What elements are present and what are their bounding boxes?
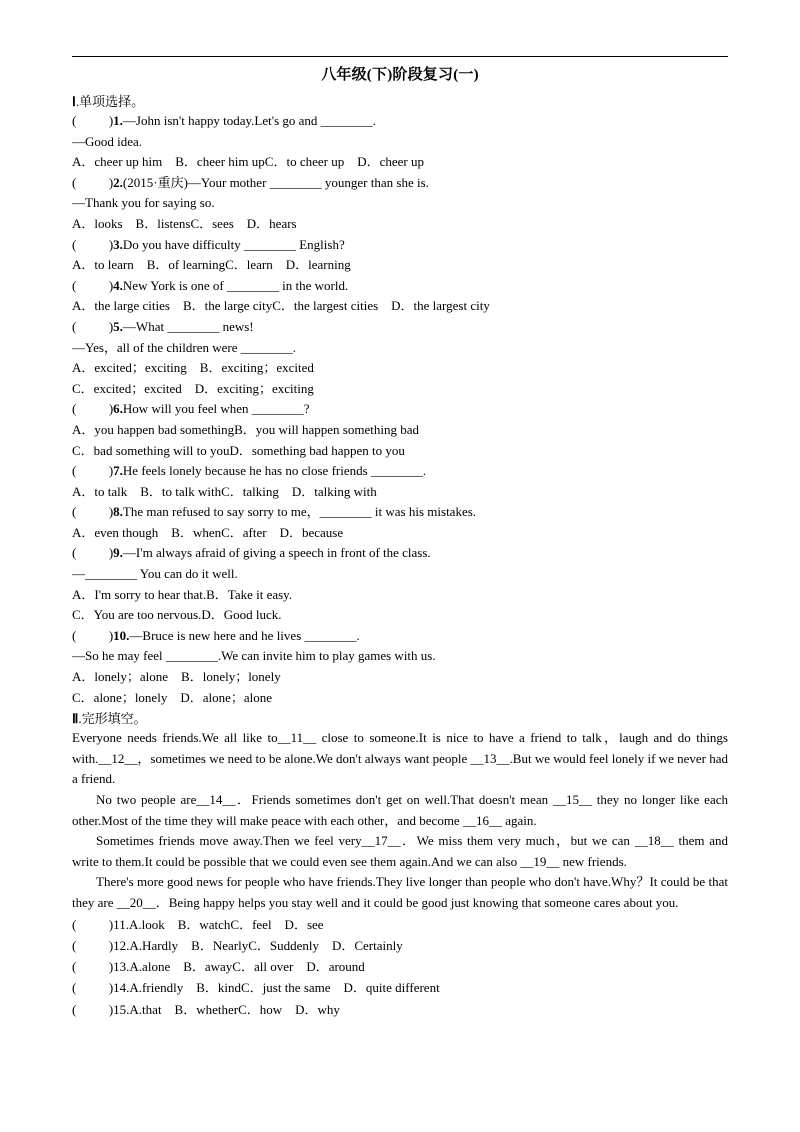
question-stem-line2: —So he may feel ________.We can invite him to play games with us. <box>72 648 436 664</box>
cloze-option-text[interactable]: 13.A.alone B．awayC．all over D．around <box>113 959 365 975</box>
document-content <box>72 56 728 1020</box>
cloze-option-row <box>72 935 728 956</box>
question-stem-line2: —Good idea. <box>72 133 143 149</box>
cloze-paragraph: There's more good news for people who have friends.They live longer than people who don't have.Why？It could be that they are __20__．Being happy helps you stay well and it could be good just knowing that someone cares about you. <box>72 874 728 910</box>
question-row <box>72 111 728 132</box>
section-label-2: .完形填空。 <box>78 711 147 727</box>
question-number: 9. <box>113 545 123 561</box>
question-number: 8. <box>113 504 123 520</box>
answer-bracket[interactable]: ( ) <box>72 504 114 520</box>
question-number: 2. <box>113 174 123 190</box>
question-options-line2[interactable]: C．excited；excited D．exciting；exciting <box>72 380 314 396</box>
cloze-option-text[interactable]: 15.A.that B．whetherC．how D．why <box>113 1001 340 1017</box>
question-options-line2[interactable]: C．alone；lonely D．alone；alone <box>72 689 273 705</box>
question-options[interactable]: A．looks B．listensC．sees D．hears <box>72 215 297 231</box>
section-heading-cloze <box>72 708 728 727</box>
question-stem-line2: —Thank you for saying so. <box>72 195 215 211</box>
question-stem: How will you feel when ________? <box>122 401 310 417</box>
question-row <box>72 276 728 297</box>
question-stem: —Bruce is new here and he lives ________. <box>129 627 360 643</box>
question-row <box>72 543 728 564</box>
cloze-option-row <box>72 999 728 1020</box>
cloze-option-text[interactable]: 12.A.Hardly B．NearlyC．Suddenly D．Certainly <box>113 937 403 953</box>
question-options[interactable]: A．excited；exciting B．exciting；excited <box>72 360 314 376</box>
question-row <box>72 317 728 338</box>
question-number: 6. <box>113 401 123 417</box>
question-row <box>72 399 728 420</box>
question-number: 5. <box>113 318 123 334</box>
question-stem: —John isn't happy today.Let's go and ________. <box>122 113 376 128</box>
cloze-paragraph: Everyone needs friends.We all like to__11__ close to someone.It is nice to have a friend to talk，laugh and do things with.__12__，sometimes we need to be alone.We don't always want people __13__.But we would feel lonely if we never had a friend. <box>72 730 728 787</box>
cloze-options-list <box>72 914 728 1020</box>
question-options[interactable]: A．the large cities B．the large cityC．the largest cities D．the largest city <box>72 298 490 314</box>
question-stem: Do you have difficulty ________ English? <box>122 236 345 252</box>
question-options[interactable]: A．I'm sorry to hear that.B．Take it easy. <box>72 586 293 602</box>
cloze-option-text[interactable]: 11.A.look B．watchC．feel D．see <box>113 916 324 932</box>
question-row <box>72 502 728 523</box>
answer-bracket[interactable]: ( ) <box>72 959 114 975</box>
question-options[interactable]: A．lonely；alone B．lonely；lonely <box>72 669 281 685</box>
question-row <box>72 235 728 256</box>
question-number: 10. <box>113 627 130 643</box>
cloze-paragraph: No two people are__14__．Friends sometimes don't get on well.That doesn't mean __15__ they no longer like each other.Most of the time they will make peace with each other，and become __16__ again. <box>72 792 728 828</box>
question-stem: The man refused to say sorry to me，________ it was his mistakes. <box>122 504 477 520</box>
question-options[interactable]: A．to learn B．of learningC．learn D．learning <box>72 257 351 273</box>
cloze-paragraph: Sometimes friends move away.Then we feel very__17__．We miss them very much，but we can __18__ them and write to them.It could be possible that we could even see them again.And we can also __19__ new friends. <box>72 833 728 869</box>
cloze-option-text[interactable]: 14.A.friendly B．kindC．just the same D．quite different <box>113 980 440 996</box>
answer-bracket[interactable]: ( ) <box>72 236 114 252</box>
answer-bracket[interactable]: ( ) <box>72 1001 114 1017</box>
cloze-option-row <box>72 956 728 977</box>
answer-bracket[interactable]: ( ) <box>72 545 114 561</box>
cloze-option-row <box>72 914 728 935</box>
question-row <box>72 173 728 194</box>
page-title: 八年级(下)阶段复习(一) <box>321 67 479 83</box>
answer-bracket[interactable]: ( ) <box>72 627 114 643</box>
question-number: 4. <box>113 277 123 293</box>
question-stem: New York is one of ________ in the world. <box>122 277 349 293</box>
question-options[interactable]: A．cheer up him B．cheer him upC．to cheer up D．cheer up <box>72 154 424 170</box>
question-number: 7. <box>113 463 123 479</box>
answer-bracket[interactable]: ( ) <box>72 277 114 293</box>
question-options[interactable]: A．to talk B．to talk withC．talking D．talking with <box>72 483 377 499</box>
answer-bracket[interactable]: ( ) <box>72 318 114 334</box>
question-options-line2[interactable]: C．bad something will to youD．something bad happen to you <box>72 442 405 458</box>
answer-bracket[interactable]: ( ) <box>72 463 114 479</box>
question-options-line2[interactable]: C．You are too nervous.D．Good luck. <box>72 607 282 623</box>
question-number: 3. <box>113 236 123 252</box>
question-options[interactable]: A．even though B．whenC．after D．because <box>72 524 344 540</box>
question-stem: (2015·重庆)—Your mother ________ younger than she is. <box>122 174 429 190</box>
answer-bracket[interactable]: ( ) <box>72 937 114 953</box>
question-stem-line2: —________ You can do it well. <box>72 566 238 582</box>
answer-bracket[interactable]: ( ) <box>72 174 114 190</box>
question-stem-line2: —Yes，all of the children were ________. <box>72 339 296 355</box>
question-number: 1. <box>113 113 123 128</box>
section-number-1: Ⅰ <box>72 94 76 109</box>
question-options[interactable]: A．you happen bad somethingB．you will happen something bad <box>72 421 419 437</box>
section-heading-multiple-choice <box>72 91 728 110</box>
answer-bracket[interactable]: ( ) <box>72 916 114 932</box>
answer-bracket[interactable]: ( ) <box>72 401 114 417</box>
question-row <box>72 626 728 647</box>
answer-bracket[interactable]: ( ) <box>72 980 114 996</box>
question-row <box>72 461 728 482</box>
header-divider <box>72 56 728 57</box>
section-label-1: .单项选择。 <box>75 94 145 109</box>
question-stem: He feels lonely because he has no close friends ________. <box>122 463 427 479</box>
question-stem: —I'm always afraid of giving a speech in front of the class. <box>122 545 431 561</box>
section-number-2: Ⅱ <box>72 711 79 727</box>
question-stem: —What ________ news! <box>122 318 254 334</box>
cloze-option-row <box>72 977 728 998</box>
answer-bracket[interactable]: ( ) <box>72 113 114 128</box>
